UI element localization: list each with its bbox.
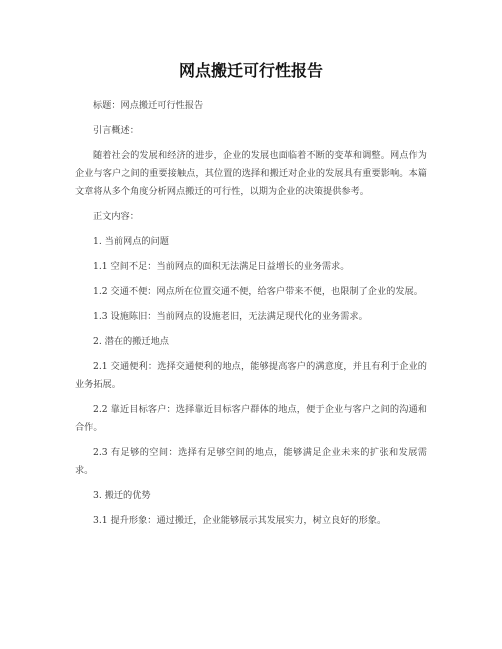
section-label-intro: 引言概述：: [93, 125, 139, 136]
list-item-3-1: 3.1 提升形象：通过搬迁，企业能够展示其发展实力，树立良好的形象。: [93, 515, 387, 526]
list-item-1-1: 1.1 空间不足：当前网点的面积无法满足日益增长的业务需求。: [93, 261, 350, 272]
document-title: 网点搬迁可行性报告: [178, 61, 323, 80]
list-item-1-3: 1.3 设施陈旧：当前网点的设施老旧，无法满足现代化的业务需求。: [93, 311, 368, 322]
section-heading-3: 3. 搬迁的优势: [93, 490, 151, 501]
section-heading-1: 1. 当前网点的问题: [93, 236, 169, 247]
list-item-1-2: 1.2 交通不便：网点所在位置交通不便，给客户带来不便，也限制了企业的发展。: [93, 286, 423, 297]
document-body: [75, 97, 427, 530]
list-item-2-2: 2.2 靠近目标客户：选择靠近目标客户群体的地点，便于企业与客户之间的沟通和合作。: [75, 404, 427, 433]
intro-paragraph: 随着社会的发展和经济的进步，企业的发展也面临着不断的变革和调整。网点作为企业与客户之间的重要接触点，其位置的选择和搬迁对企业的发展具有重要影响。本篇文章将从多个角度分析网点搬迁的可行性，以期为企业的决策提供参考。: [75, 150, 427, 197]
section-heading-2: 2. 潜在的搬迁地点: [93, 336, 169, 347]
section-label-body: 正文内容：: [93, 211, 139, 222]
list-item-2-3: 2.3 有足够的空间：选择有足够空间的地点，能够满足企业未来的扩张和发展需求。: [75, 447, 427, 476]
subject-line: 标题：网点搬迁可行性报告: [93, 100, 204, 111]
list-item-2-1: 2.1 交通便利：选择交通便利的地点，能够提高客户的满意度，并且有利于企业的业务拓展。: [75, 361, 427, 390]
